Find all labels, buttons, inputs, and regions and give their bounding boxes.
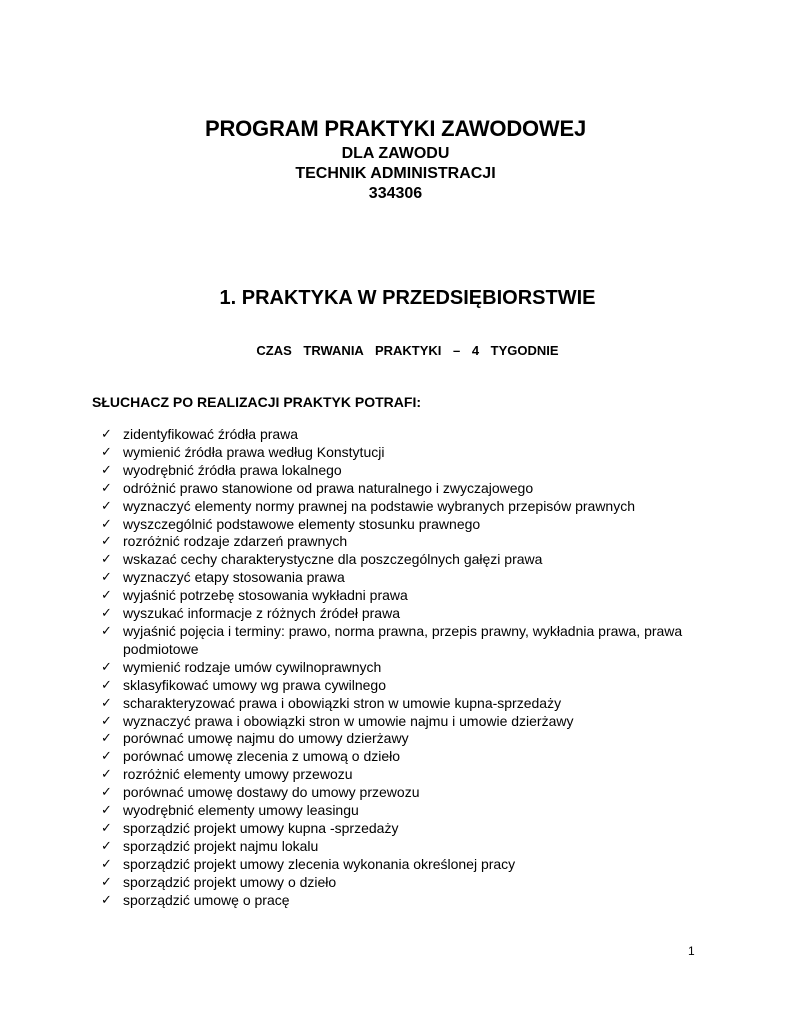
list-item bbox=[101, 874, 701, 892]
list-item-text: sporządzić projekt najmu lokalu bbox=[123, 837, 319, 854]
list-item bbox=[101, 856, 701, 874]
checkmark-icon: ✓ bbox=[101, 767, 112, 783]
checkmark-icon: ✓ bbox=[101, 785, 112, 801]
list-item-text: porównać umowę zlecenia z umową o dzieło bbox=[123, 748, 401, 765]
list-item-text: wyjaśnić pojęcia i terminy: prawo, norma prawna, przepis prawny, wykładnia prawa, prawa podmiotowe bbox=[123, 622, 683, 657]
checkmark-icon: ✓ bbox=[101, 874, 112, 890]
list-item bbox=[101, 533, 701, 551]
document-title-block bbox=[0, 114, 791, 204]
checkmark-icon: ✓ bbox=[101, 892, 112, 908]
list-item bbox=[101, 498, 701, 516]
checkmark-icon: ✓ bbox=[101, 695, 112, 711]
list-item bbox=[101, 426, 701, 444]
list-item-text: zidentyfikować źródła prawa bbox=[123, 426, 299, 442]
list-item-text: odróżnić prawo stanowione od prawa naturalnego i zwyczajowego bbox=[123, 479, 534, 496]
outcomes-list bbox=[101, 426, 701, 909]
list-item-text: wyszczególnić podstawowe elementy stosunku prawnego bbox=[123, 515, 481, 532]
list-item-text: wyznaczyć etapy stosowania prawa bbox=[123, 569, 345, 586]
list-item bbox=[101, 516, 701, 534]
checkmark-icon: ✓ bbox=[101, 534, 112, 550]
practice-duration: CZAS TRWANIA PRAKTYKI – 4 TYGODNIE bbox=[256, 343, 559, 358]
list-item bbox=[101, 730, 701, 748]
list-item-text: sporządzić umowę o pracę bbox=[123, 891, 290, 908]
checkmark-icon: ✓ bbox=[101, 623, 112, 639]
checkmark-icon: ✓ bbox=[101, 749, 112, 765]
checkmark-icon: ✓ bbox=[101, 838, 112, 854]
list-item bbox=[101, 480, 701, 498]
section-heading: 1. PRAKTYKA W PRZEDSIĘBIORSTWIE bbox=[219, 287, 596, 309]
document-title: PROGRAM PRAKTYKI ZAWODOWEJ bbox=[204, 116, 587, 141]
document-subtitle-profession-name: TECHNIK ADMINISTRACJI bbox=[295, 165, 496, 182]
checkmark-icon: ✓ bbox=[101, 803, 112, 819]
list-item bbox=[101, 766, 701, 784]
list-item bbox=[101, 820, 701, 838]
list-item-text: wymienić rodzaje umów cywilnoprawnych bbox=[123, 658, 382, 675]
checkmark-icon: ✓ bbox=[101, 731, 112, 747]
list-item bbox=[101, 838, 701, 856]
list-item-text: sporządzić projekt umowy kupna -sprzedaży bbox=[123, 819, 399, 836]
checkmark-icon: ✓ bbox=[101, 588, 112, 604]
list-item bbox=[101, 892, 701, 910]
list-item-text: wyjaśnić potrzebę stosowania wykładni prawa bbox=[123, 587, 408, 604]
list-item bbox=[101, 569, 701, 587]
outcomes-heading: SŁUCHACZ PO REALIZACJI PRAKTYK POTRAFI: bbox=[92, 394, 421, 410]
list-item-text: wyznaczyć elementy normy prawnej na podstawie wybranych przepisów prawnych bbox=[123, 497, 636, 514]
list-item bbox=[101, 713, 701, 731]
list-item bbox=[101, 748, 701, 766]
list-item-text: wskazać cechy charakterystyczne dla poszczególnych gałęzi prawa bbox=[123, 551, 543, 568]
checkmark-icon: ✓ bbox=[101, 606, 112, 622]
checkmark-icon: ✓ bbox=[101, 552, 112, 568]
list-item bbox=[101, 659, 701, 677]
list-item-text: sporządzić projekt umowy zlecenia wykonania określonej pracy bbox=[123, 855, 516, 872]
list-item-text: wyodrębnić źródła prawa lokalnego bbox=[123, 461, 342, 478]
checkmark-icon: ✓ bbox=[101, 820, 112, 836]
checkmark-icon: ✓ bbox=[101, 516, 112, 532]
list-item-text: wymienić źródła prawa według Konstytucji bbox=[123, 443, 385, 460]
list-item-text: wyszukać informacje z różnych źródeł prawa bbox=[123, 605, 400, 622]
list-item bbox=[101, 444, 701, 462]
checkmark-icon: ✓ bbox=[101, 677, 112, 693]
checkmark-icon: ✓ bbox=[101, 659, 112, 675]
list-item-text: sporządzić projekt umowy o dzieło bbox=[123, 873, 337, 890]
list-item-text: rozróżnić elementy umowy przewozu bbox=[123, 766, 353, 783]
list-item bbox=[101, 695, 701, 713]
checkmark-icon: ✓ bbox=[101, 480, 112, 496]
list-item bbox=[101, 802, 701, 820]
list-item bbox=[101, 587, 701, 605]
checkmark-icon: ✓ bbox=[101, 713, 112, 729]
checkmark-icon: ✓ bbox=[101, 856, 112, 872]
list-item-text: scharakteryzować prawa i obowiązki stron w umowie kupna-sprzedaży bbox=[123, 694, 562, 711]
list-item bbox=[101, 462, 701, 480]
list-item-text: sklasyfikować umowy wg prawa cywilnego bbox=[123, 676, 386, 693]
list-item bbox=[101, 605, 701, 623]
checkmark-icon: ✓ bbox=[101, 462, 112, 478]
list-item-text: porównać umowę dostawy do umowy przewozu bbox=[123, 784, 420, 801]
list-item-text: wyodrębnić elementy umowy leasingu bbox=[123, 802, 359, 819]
checkmark-icon: ✓ bbox=[101, 570, 112, 586]
list-item-text: porównać umowę najmu do umowy dzierżawy bbox=[123, 730, 409, 747]
list-item bbox=[101, 551, 701, 569]
list-item-text: wyznaczyć prawa i obowiązki stron w umowie najmu i umowie dzierżawy bbox=[123, 712, 574, 729]
checkmark-icon: ✓ bbox=[101, 498, 112, 514]
checkmark-icon: ✓ bbox=[101, 444, 112, 460]
list-item bbox=[101, 623, 701, 659]
page-number: 1 bbox=[688, 944, 695, 958]
checkmark-icon: ✓ bbox=[101, 427, 112, 442]
list-item-text: rozróżnić rodzaje zdarzeń prawnych bbox=[123, 533, 348, 550]
document-subtitle-profession-label: DLA ZAWODU bbox=[341, 145, 450, 162]
list-item bbox=[101, 677, 701, 695]
profession-code: 334306 bbox=[368, 185, 423, 202]
list-item bbox=[101, 784, 701, 802]
